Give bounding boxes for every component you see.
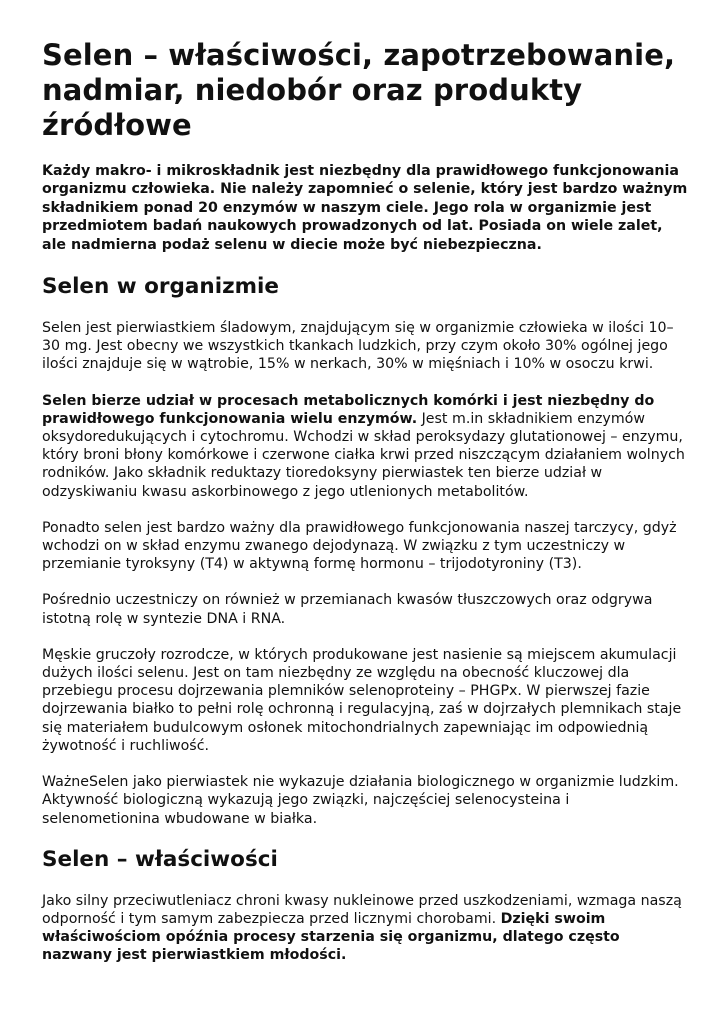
paragraph-text: Jest m.in składnikiem enzymów oksydoredukujących i cytochromu. Wchodzi w skład peroksydazy glutationowej – enzymu, który broni błony komórkowe i czerwone ciałka krwi przed niszczącym działaniem wolnych rodników. Jako składnik reduktazy tioredoksyny pierwiastek ten bierze udział w odzyskiwaniu kwasu askorbinowego z jego utlenionych metabolitów.: [42, 410, 685, 500]
paragraph: Pośrednio uczestniczy on również w przemianach kwasów tłuszczowych oraz odgrywa istotną rolę w syntezie DNA i RNA.: [42, 592, 653, 627]
bold-text: Selen bierze udział w procesach metabolicznych komórki i jest niezbędny do prawidłowego funkcjonowania wielu enzymów.: [42, 392, 655, 427]
paragraph: [42, 892, 690, 965]
paragraph-text: Jako silny przeciwutleniacz chroni kwasy nukleinowe przed uszkodzeniami, wzmaga naszą odporność i tym samym zabezpiecza przed licznymi chorobami.: [42, 892, 682, 927]
paragraph: Selen jest pierwiastkiem śladowym, znajdującym się w organizmie człowieka w ilości 10–30 mg. Jest obecny we wszystkich tkankach ludzkich, przy czym około 30% ogólnej jego ilości znajduje się w wątrobie, 15% w nerkach, 30% w mięśniach i 10% w osoczu krwi.: [42, 320, 674, 373]
section-heading-selen-wlasciwosci: Selen – właściwości: [42, 846, 278, 872]
paragraph: WażneSelen jako pierwiastek nie wykazuje działania biologicznego w organizmie ludzkim. Aktywność biologiczną wykazują jego związki, najczęściej selenocysteina i selenometionina wbudowane w białka.: [42, 774, 679, 827]
article: [42, 38, 690, 983]
section-heading-selen-w-organizmie: Selen w organizmie: [42, 274, 279, 300]
paragraph: [42, 392, 690, 501]
paragraph: Męskie gruczoły rozrodcze, w których produkowane jest nasienie są miejscem akumulacji dużych ilości selenu. Jest on tam niezbędny ze względu na obecność kluczowej dla przebiegu procesu dojrzewania plemników selenoproteiny – PHGPx. W pierwszej fazie dojrzewania białko to pełni rolę ochronną i regulacyjną, zaś w dojrzałych plemnikach staje się materiałem budulcowym osłonek mitochondrialnych zapewniając im odpowiednią żywotność i ruchliwość.: [42, 646, 682, 754]
lead-paragraph: Każdy makro- i mikroskładnik jest niezbędny dla prawidłowego funkcjonowania organizmu człowieka. Nie należy zapomnieć o selenie, który jest bardzo ważnym składnikiem ponad 20 enzymów w naszym ciele. Jego rola w organizmie jest przedmiotem badań naukowych prowadzonych od lat. Posiada on wiele zalet, ale nadmierna podaż selenu w diecie może być niebezpieczna.: [42, 163, 688, 253]
paragraph: Ponadto selen jest bardzo ważny dla prawidłowego funkcjonowania naszej tarczycy, gdyż wchodzi on w skład enzymu zwanego dejodynazą. W związku z tym uczestniczy w przemianie tyroksyny (T4) w aktywną formę hormonu – trijodotyroniny (T3).: [42, 519, 677, 573]
page-title: Selen – właściwości, zapotrzebowanie, nadmiar, niedobór oraz produkty źródłowe: [42, 38, 676, 142]
bold-text: Dzięki swoim właściwościom opóźnia procesy starzenia się organizmu, dlatego często nazwany jest pierwiastkiem młodości.: [42, 910, 620, 964]
